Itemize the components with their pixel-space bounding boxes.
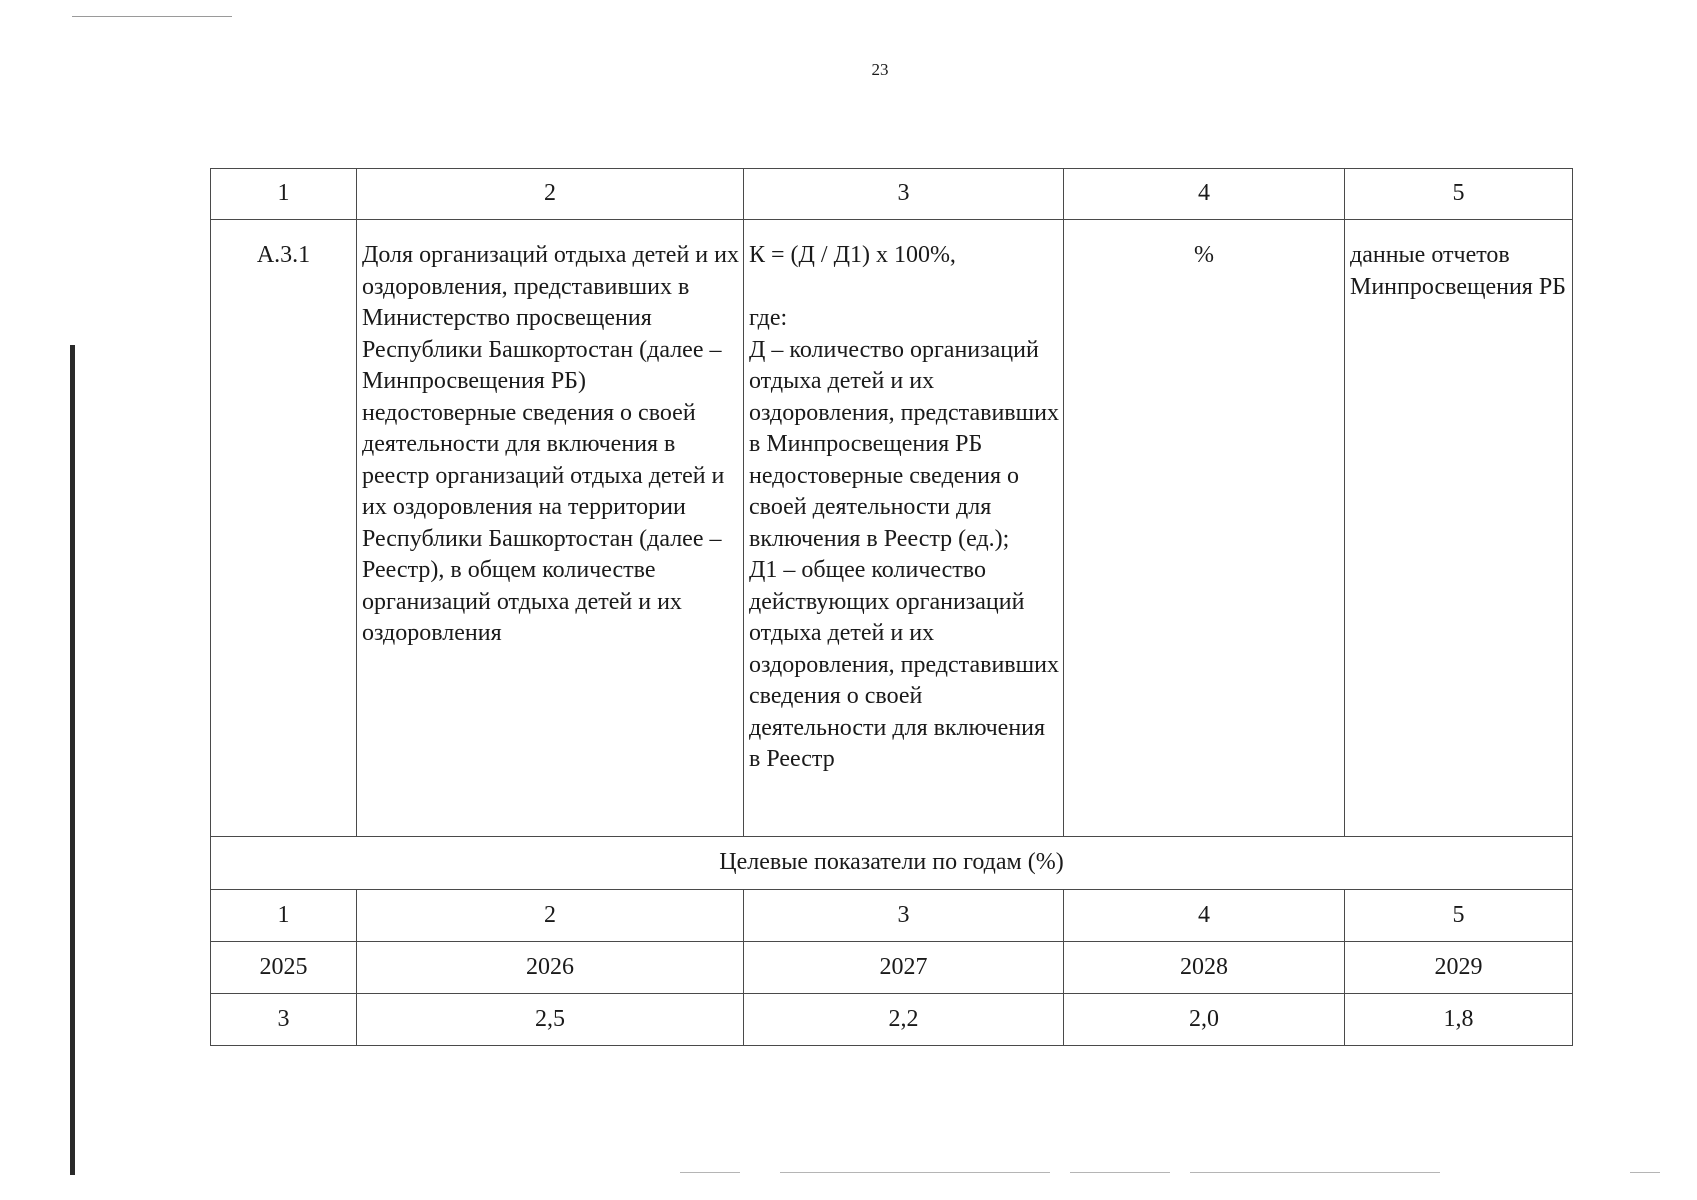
header-cell: 2: [357, 169, 744, 220]
target-value: 3: [211, 994, 357, 1046]
targets-column-number: 4: [1064, 890, 1345, 942]
header-cell: 4: [1064, 169, 1345, 220]
target-value: 2,2: [744, 994, 1064, 1046]
indicator-formula-cell: [744, 220, 1064, 837]
targets-column-numbers-row: [211, 890, 1573, 942]
targets-column-number: 2: [357, 890, 744, 942]
indicator-row: [211, 220, 1573, 837]
target-value: 2,0: [1064, 994, 1345, 1046]
target-year: 2025: [211, 942, 357, 994]
indicator-unit: %: [1064, 220, 1345, 837]
target-year: 2028: [1064, 942, 1345, 994]
header-cell: 3: [744, 169, 1064, 220]
indicator-code: А.3.1: [211, 220, 357, 837]
indicator-name: Доля организаций отдыха детей и их оздоровления, представивших в Министерство просвещения Республики Башкортостан (далее – Минпросвещения РБ) недостоверные сведения о своей деятельности для включения в реестр организаций отдыха детей и их оздоровления на территории Республики Башкортостан (далее – Реестр), в общем количестве организаций отдыха детей и их оздоровления: [357, 220, 744, 837]
target-year: 2027: [744, 942, 1064, 994]
indicator-source: данные отчетов Минпросвещения РБ: [1345, 220, 1573, 837]
page-number: 23: [871, 60, 889, 79]
target-year: 2026: [357, 942, 744, 994]
targets-column-number: 3: [744, 890, 1064, 942]
scan-artifact-dash: [680, 1172, 740, 1173]
targets-title: Целевые показатели по годам (%): [211, 837, 1573, 890]
scan-artifact-dash: [1070, 1172, 1170, 1173]
scan-artifact-dash: [1190, 1172, 1440, 1173]
scan-artifact-bar: [70, 345, 75, 1175]
indicator-table: [210, 168, 1573, 1046]
table-header-row: [211, 169, 1573, 220]
scan-artifact-line: [72, 16, 232, 17]
targets-years-row: [211, 942, 1573, 994]
header-cell: 1: [211, 169, 357, 220]
targets-title-row: [211, 837, 1573, 890]
targets-column-number: 1: [211, 890, 357, 942]
indicator-formula: К = (Д / Д1) х 100%,: [749, 242, 956, 268]
indicator-formula-explanation: где: Д – количество организаций отдыха детей и их оздоровления, представивших в Минпросвещения РБ недостоверные сведения о своей деятельности для включения в Реестр (ед.); Д1 – общее количество действующих организаций отдыха детей и их оздоровления, представивших сведения о своей деятельности для включения в Реестр: [749, 305, 1059, 772]
target-year: 2029: [1345, 942, 1573, 994]
scan-artifact-dash: [1630, 1172, 1660, 1173]
target-value: 1,8: [1345, 994, 1573, 1046]
scan-artifact-dash: [780, 1172, 1050, 1173]
targets-values-row: [211, 994, 1573, 1046]
targets-column-number: 5: [1345, 890, 1573, 942]
target-value: 2,5: [357, 994, 744, 1046]
header-cell: 5: [1345, 169, 1573, 220]
